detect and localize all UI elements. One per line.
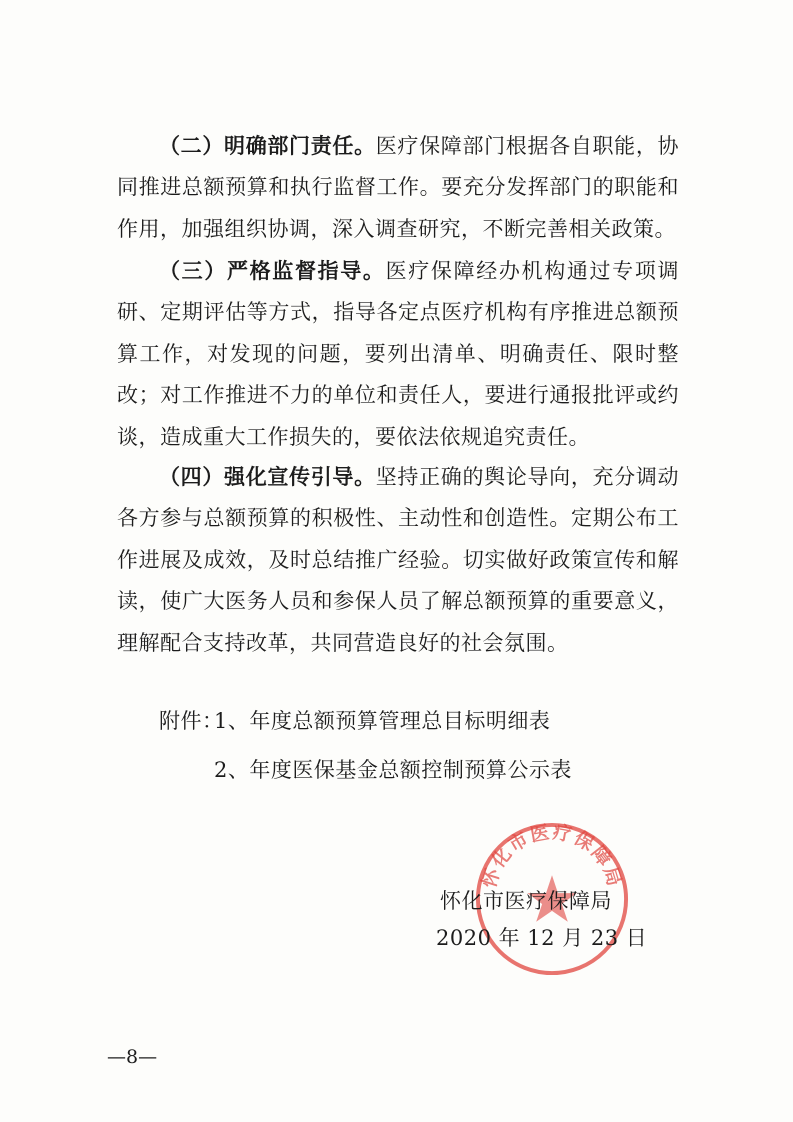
section-supervision <box>117 250 679 458</box>
section-responsibility <box>117 125 679 250</box>
section-body: 医疗保障部门根据各自职能，协同推进总额预算和执行监督工作。要充分发挥部门的职能和作用，加强组织协调，深入调查研究，不断完善相关政策。 <box>117 134 680 241</box>
attachment-item: 2、年度医保基金总额控制预算公示表 <box>214 758 572 782</box>
section-body: 坚持正确的舆论导向，充分调动各方参与总额预算的积极性、主动性和创造性。定期公布工作进展及成效，及时总结推广经验。切实做好政策宣传和解读，使广大医务人员和参保人员了解总额预算的重要意义，理解配合支持改革，共同营造良好的社会氛围。 <box>117 465 680 655</box>
section-heading: （四）强化宣传引导。 <box>159 464 376 489</box>
attachments-label: 附件： <box>159 709 224 733</box>
svg-text:怀化市医疗保障局: 怀化市医疗保障局 <box>477 821 627 891</box>
section-heading: （二）明确部门责任。 <box>159 133 376 158</box>
section-body: 医疗保障经办机构通过专项调研、定期评估等方式，指导各定点医疗机构有序推进总额预算工作，对发现的问题，要列出清单、明确责任、限时整改；对工作推进不力的单位和责任人，要进行通报批评或约谈，造成重大工作损失的，要依法依规追究责任。 <box>117 259 680 449</box>
attachment-item: 1、年度总额预算管理总目标明细表 <box>214 709 551 733</box>
section-heading: （三）严格监督指导。 <box>159 258 386 283</box>
signature-organization: 怀化市医疗保障局 <box>440 889 612 913</box>
section-publicity <box>117 456 679 664</box>
signature-date: 2020 年 12 月 23 日 <box>436 926 648 950</box>
page-number: —8— <box>107 1046 158 1068</box>
